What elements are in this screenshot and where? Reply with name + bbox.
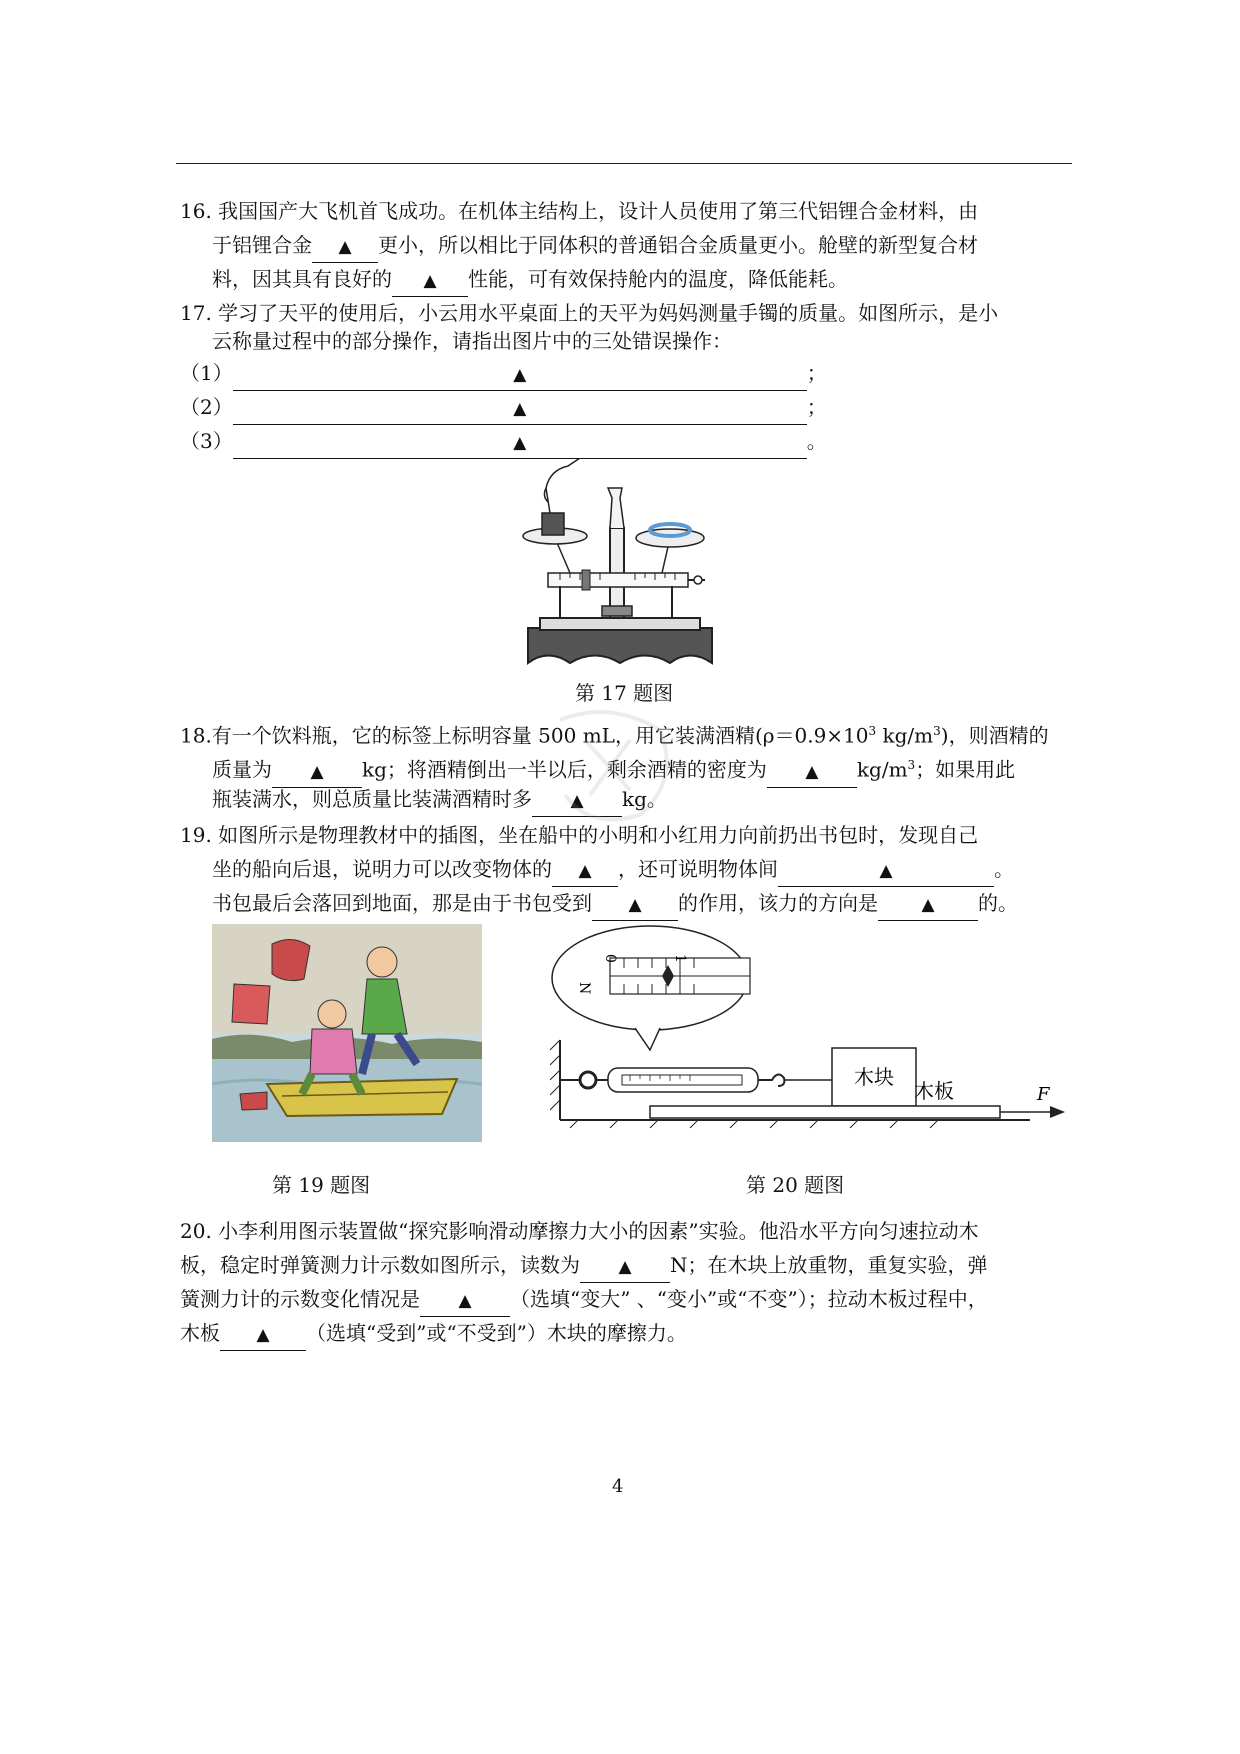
- q17-answer-1: （1） ▲ ；: [180, 356, 1080, 391]
- header-rule: [176, 163, 1072, 164]
- q17-line-1: 17. 学习了天平的使用后，小云用水平桌面上的天平为妈妈测量手镯的质量。如图所示，是小: [180, 301, 999, 325]
- figure-17-caption: 第 17 题图: [575, 681, 674, 705]
- q17-answer-2: （2） ▲ ；: [180, 390, 1080, 425]
- q18-line-1: 18.有一个饮料瓶，它的标签上标明容量 500 mL，用它装满酒精($\rho=0.9\times 10^3$ $kg/m^3$)，则酒精的: [180, 723, 1049, 748]
- friction-apparatus-figure: [550, 920, 1070, 1130]
- q19-line-2: 坐的船向后退，说明力可以改变物体的 ▲ ，还可说明物体间 ▲ 。: [212, 852, 1112, 887]
- board-label: 木板: [914, 1079, 954, 1103]
- q18-blank-2[interactable]: ▲: [767, 759, 857, 788]
- force-label: F: [1037, 1084, 1050, 1105]
- q17-blank-2[interactable]: ▲: [233, 396, 807, 425]
- boat-illustration: [212, 924, 482, 1142]
- figure-19-caption: 第 19 题图: [272, 1173, 371, 1197]
- q20-line-4: 木板 ▲ （选填“受到”或“不受到”）木块的摩擦力。: [180, 1316, 1080, 1351]
- figure-20-caption: 第 20 题图: [746, 1173, 845, 1197]
- q16-line-2: [212, 228, 1112, 263]
- q20-blank-1[interactable]: ▲: [580, 1254, 670, 1283]
- q19-blank-1[interactable]: ▲: [552, 858, 618, 887]
- balance-figure: [520, 458, 720, 668]
- q20-line-2: 板，稳定时弹簧测力计示数如图所示，读数为 ▲ N；在木块上放重物，重复实验，弹: [180, 1248, 1080, 1283]
- q18-line-3: 瓶装满水，则总质量比装满酒精时多 ▲ kg。: [212, 782, 1112, 817]
- q19-line-1: 19. 如图所示是物理教材中的插图，坐在船中的小明和小红用力向前扔出书包时，发现自己: [180, 823, 979, 847]
- q19-blank-2[interactable]: ▲: [778, 858, 994, 887]
- q16-blank-2[interactable]: ▲: [392, 268, 468, 297]
- q17-blank-3[interactable]: ▲: [233, 430, 807, 459]
- q16-blank-1[interactable]: ▲: [312, 234, 378, 263]
- answer-label: （2）: [180, 395, 233, 419]
- scale-zero-label: 0: [602, 954, 618, 963]
- q17-line-2: 云称量过程中的部分操作，请指出图片中的三处错误操作：: [212, 329, 732, 353]
- q18-line-2: 质量为 ▲ kg；将酒精倒出一半以后，剩余酒精的密度为 ▲ $kg/m^3$；如果用此: [212, 748, 1112, 788]
- q20-line-3: 簧测力计的示数变化情况是 ▲ （选填“变大” 、“变小”或“不变”）；拉动木板过程中，: [180, 1282, 1080, 1317]
- q16-text: 更小，所以相比于同体积的普通铝合金质量更小。舱壁的新型复合材: [378, 233, 978, 257]
- q16-line-1: 16. 我国国产大飞机首飞成功。在机体主结构上，设计人员使用了第三代铝锂合金材料，由: [180, 199, 979, 223]
- watermark-seal: [540, 700, 690, 830]
- q17-answer-3: （3） ▲ 。: [180, 424, 1080, 459]
- q17-blank-1[interactable]: ▲: [233, 362, 807, 391]
- unit-label: N: [576, 982, 592, 995]
- q16-line-3: [212, 262, 1112, 297]
- page-number: 4: [612, 1476, 624, 1497]
- q16-text: 于铝锂合金: [212, 233, 312, 257]
- q20-blank-2[interactable]: ▲: [420, 1288, 510, 1317]
- q16-text: 性能，可有效保持舱内的温度，降低能耗。: [468, 267, 848, 291]
- q20-line-1: 20. 小李利用图示装置做“探究影响滑动摩擦力大小的因素”实验。他沿水平方向匀速拉动木: [180, 1219, 979, 1243]
- q18-blank-1[interactable]: ▲: [272, 759, 362, 788]
- answer-label: （3）: [180, 429, 233, 453]
- q16-text: 料，因其具有良好的: [212, 267, 392, 291]
- q20-blank-3[interactable]: ▲: [220, 1322, 306, 1351]
- q18-blank-3[interactable]: ▲: [532, 788, 622, 817]
- q19-line-3: 书包最后会落回到地面，那是由于书包受到 ▲ 的作用，该力的方向是 ▲ 的。: [212, 886, 1112, 921]
- answer-label: （1）: [180, 361, 233, 385]
- block-label: 木块: [854, 1065, 894, 1089]
- scale-one-label: 1: [672, 954, 688, 963]
- q19-blank-3[interactable]: ▲: [592, 892, 678, 921]
- q19-blank-4[interactable]: ▲: [878, 892, 978, 921]
